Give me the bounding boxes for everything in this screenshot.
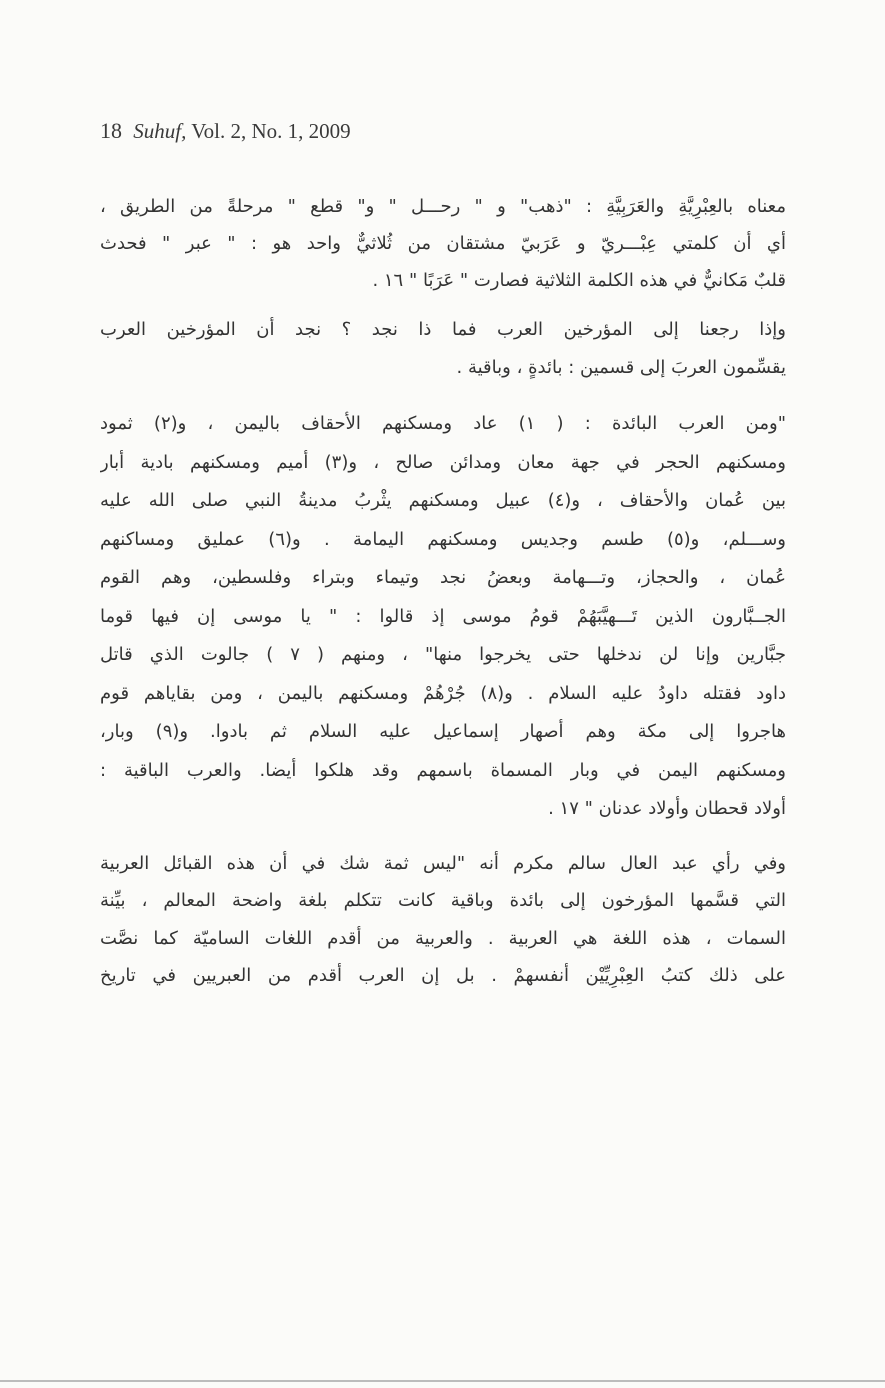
- text-line: الجــبَّارون الذين تَـــهيَّبَهُمْ قومُ موسى إذ قالوا : " يا موسى إن فيها قوما: [100, 605, 786, 627]
- journal-name: Suhuf,: [133, 119, 187, 143]
- text-line: ومسكنهم اليمن في وبار المسماة باسمهم وقد هلكوا أيضا. والعرب الباقية :: [100, 759, 786, 781]
- paragraph-2: [100, 311, 786, 387]
- text-line: بين عُمان والأحقاف ، و(٤) عبيل ومسكنهم يثْربُ مدينةُ النبي صلى الله عليه: [100, 490, 786, 511]
- text-line: هاجروا إلى مكة وهم أصهار إسماعيل عليه السلام ثم بادوا. و(٩) وبار،: [100, 721, 786, 742]
- text-line: "ومن العرب البائدة : ( ١) عاد ومسكنهم الأحقاف باليمن ، و(٢) ثمود: [100, 413, 786, 434]
- page-number: 18: [100, 118, 122, 143]
- scan-edge-divider: [0, 1380, 885, 1382]
- text-line: معناه بالعِبْرِيَّةِ والعَرَبِيَّةِ : "ذهب" و " رحـــل " و" قطع " مرحلةً من الطريق ،: [100, 196, 786, 217]
- paragraph-1: [100, 188, 786, 299]
- text-line: أي أن كلمتي عِبْـــريّ و عَرَبيّ مشتقان من ثُلاثيٌّ واحد هو : " عبر " فحدث: [100, 233, 786, 254]
- text-line: قلبٌ مَكانيٌّ في هذه الكلمة الثلاثية فصارت " عَرَبًا " ١٦ .: [372, 270, 786, 291]
- text-line: وســـلم، و(٥) طسم وجديس ومسكنهم اليمامة . و(٦) عمليق ومساكنهم: [100, 528, 786, 550]
- text-line: عُمان ، والحجاز، وتـــهامة وبعضُ نجد وتيماء وبتراء وفلسطين، وهم القوم: [100, 567, 786, 588]
- text-line: على ذلك كتبُ العِبْرِيِّيْن أنفسهمْ . بل إن العرب أقدم من العبريين في تاريخ: [100, 965, 786, 986]
- running-header: [100, 118, 351, 144]
- text-line: التي قسَّمها المؤرخون إلى بائدة وباقية كانت تتكلم بلغة واضحة المعالم ، بيِّنة: [100, 890, 786, 911]
- text-line: السمات ، هذه اللغة هي العربية . والعربية من أقدم اللغات الساميّة كما نصَّت: [100, 927, 786, 949]
- text-line: ومسكنهم الحجر في جهة معان ومدائن صالح ، و(٣) أميم ومسكنهم بادية أبار: [100, 451, 786, 473]
- text-line: وإذا رجعنا إلى المؤرخين العرب فما ذا نجد ؟ نجد أن المؤرخين العرب: [100, 319, 786, 340]
- paragraph-3-quotation: [100, 405, 786, 829]
- journal-issue: Vol. 2, No. 1, 2009: [191, 119, 351, 143]
- paragraph-4: [100, 845, 786, 995]
- page-body: [100, 188, 786, 995]
- text-line: أولاد قحطان وأولاد عدنان " ١٧ .: [548, 798, 786, 819]
- text-line: داود فقتله داودُ عليه السلام . و(٨) جُرْهُمْ ومسكنهم باليمن ، ومن بقاياهم قوم: [100, 682, 786, 704]
- text-line: يقسِّمون العربَ إلى قسمين : بائدةٍ ، وباقية .: [456, 357, 786, 378]
- text-line: وفي رأي عبد العال سالم مكرم أنه "ليس ثمة شك في أن هذه القبائل العربية: [100, 852, 786, 874]
- text-line: جبَّارين وإنا لن ندخلها حتى يخرجوا منها" ، ومنهم ( ٧ ) جالوت الذي قاتل: [100, 644, 786, 665]
